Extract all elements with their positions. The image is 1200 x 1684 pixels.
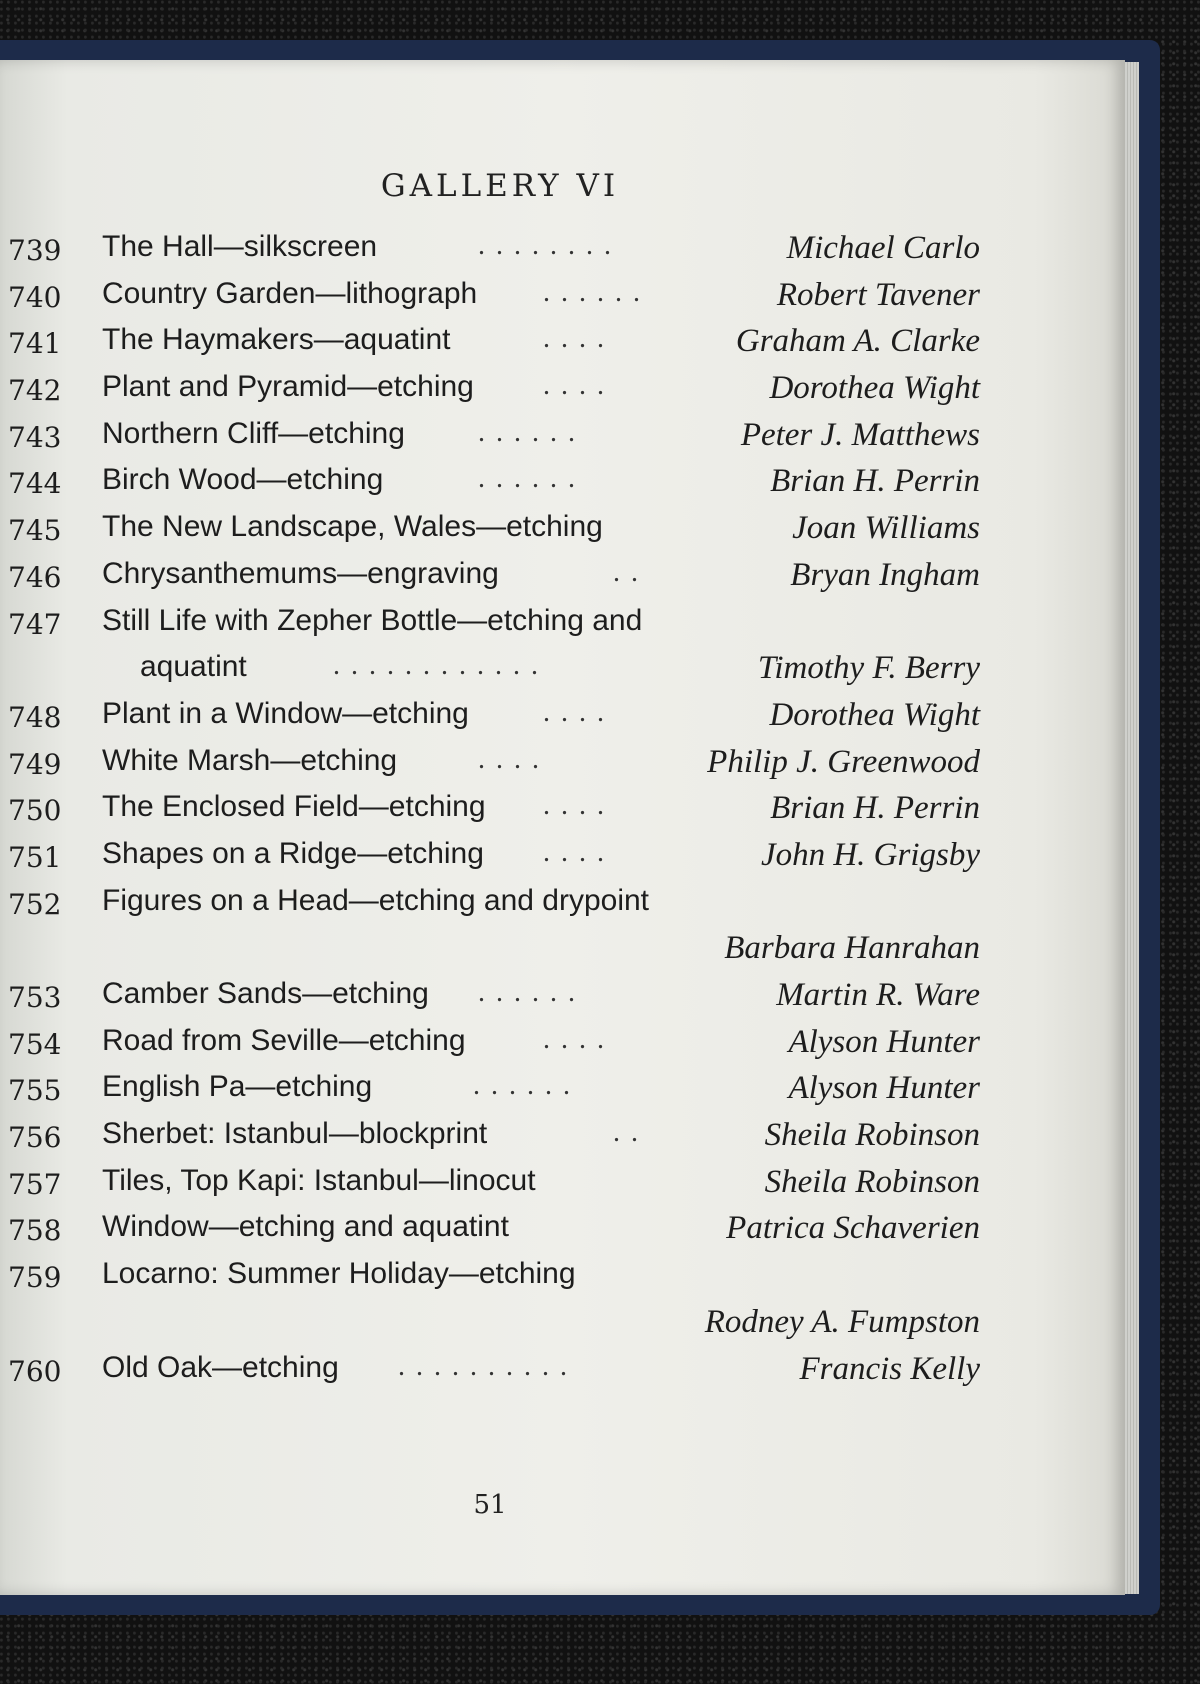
entry-number: 758 — [8, 1214, 62, 1248]
entry-number: 760 — [8, 1354, 62, 1388]
leader-dots: . . . . . . . . — [478, 230, 613, 261]
entry-artist: Graham A. Clarke — [735, 323, 980, 360]
catalogue-entry — [8, 370, 980, 417]
entry-title: The Haymakers—aquatint — [102, 323, 451, 357]
entry-number: 744 — [8, 467, 62, 501]
entry-artist: Martin R. Ware — [776, 977, 980, 1013]
entry-title: Birch Wood—etching — [102, 463, 384, 497]
catalogue-entry — [8, 557, 980, 604]
entry-artist: Joan Williams — [792, 510, 980, 547]
entry-title: Locarno: Summer Holiday—etching — [102, 1257, 576, 1291]
entry-title: Tiles, Top Kapi: Istanbul—linocut — [102, 1163, 536, 1197]
catalogue-entry — [8, 930, 980, 977]
leader-dots: . . . . . . . . . . — [398, 1350, 569, 1382]
entry-artist: Sheila Robinson — [764, 1117, 980, 1154]
catalogue-entry — [8, 1024, 980, 1071]
entry-artist: Rodney A. Fumpston — [704, 1303, 980, 1340]
leader-dots: . . . . . . — [478, 977, 577, 1008]
leader-dots: . . . . — [543, 836, 606, 868]
entry-artist: Robert Tavener — [776, 276, 980, 313]
entry-number: 757 — [8, 1167, 62, 1201]
book-page — [0, 60, 1125, 1595]
entry-title: Chrysanthemums—engraving — [102, 556, 499, 590]
catalogue-entry — [8, 1257, 980, 1304]
leader-dots: . . . . . . — [473, 1070, 572, 1102]
entry-number: 752 — [8, 887, 62, 921]
entry-artist: Peter J. Matthews — [740, 416, 980, 453]
entry-artist: Sheila Robinson — [764, 1163, 980, 1200]
leader-dots: . . — [613, 556, 640, 588]
entry-number: 754 — [8, 1027, 62, 1061]
page-title: GALLERY VI — [380, 168, 620, 204]
catalogue-entry — [8, 790, 980, 837]
entry-title: Camber Sands—etching — [102, 977, 429, 1010]
catalogue-entry — [8, 230, 980, 277]
entry-artist: Brian H. Perrin — [770, 463, 980, 500]
entry-number: 746 — [8, 560, 62, 594]
catalogue-entry — [8, 697, 980, 744]
entry-artist: Dorothea Wight — [769, 696, 980, 733]
entry-title: Sherbet: Istanbul—blockprint — [102, 1117, 488, 1151]
catalogue-entry — [8, 1117, 980, 1164]
catalogue-entry — [8, 884, 980, 931]
entry-artist: Timothy F. Berry — [757, 650, 980, 687]
catalogue-entry — [8, 744, 980, 791]
entry-artist: Brian H. Perrin — [770, 790, 980, 827]
leader-dots: . . . . — [543, 1023, 606, 1055]
entry-number: 749 — [8, 747, 62, 781]
catalogue-entry — [8, 1070, 980, 1117]
leader-dots: . . — [613, 1117, 640, 1149]
entry-artist: John H. Grigsby — [760, 836, 980, 873]
entry-artist: Barbara Hanrahan — [724, 930, 980, 967]
entry-title: Still Life with Zepher Bottle—etching and — [102, 603, 643, 637]
entry-artist: Michael Carlo — [786, 230, 980, 266]
entry-number: 751 — [8, 840, 62, 874]
entry-title: Road from Seville—etching — [102, 1023, 466, 1057]
entry-number: 759 — [8, 1261, 62, 1295]
entry-artist: Alyson Hunter — [788, 1070, 980, 1107]
entry-title: aquatint — [140, 650, 247, 684]
catalogue-entry — [8, 510, 980, 557]
entry-title: Old Oak—etching — [102, 1350, 339, 1384]
entry-title: Northern Cliff—etching — [102, 416, 405, 450]
catalogue-entry — [8, 837, 980, 884]
entry-title: Shapes on a Ridge—etching — [102, 836, 484, 870]
entry-title: Window—etching and aquatint — [102, 1210, 509, 1244]
entry-number: 755 — [8, 1074, 62, 1108]
leader-dots: . . . . . . — [543, 276, 642, 308]
entry-number: 740 — [8, 280, 62, 314]
entry-artist: Francis Kelly — [799, 1350, 980, 1387]
leader-dots: . . . . — [478, 743, 541, 775]
entry-artist: Alyson Hunter — [788, 1023, 980, 1060]
entry-title: Plant and Pyramid—etching — [102, 370, 474, 404]
entry-title: The New Landscape, Wales—etching — [102, 510, 603, 544]
entry-title: Plant in a Window—etching — [102, 696, 469, 730]
entry-artist: Patrica Schaverien — [726, 1210, 980, 1247]
catalogue-entry — [8, 650, 980, 697]
entry-number: 756 — [8, 1121, 62, 1155]
entry-title: Country Garden—lithograph — [102, 276, 478, 310]
leader-dots: . . . . . . — [478, 416, 577, 448]
entry-artist: Philip J. Greenwood — [707, 743, 980, 780]
leader-dots: . . . . — [543, 696, 606, 728]
catalogue-entry — [8, 1304, 980, 1351]
catalogue-entry — [8, 1164, 980, 1211]
leader-dots: . . . . . . — [478, 463, 577, 495]
catalogue-entry — [8, 417, 980, 464]
entry-title: The Enclosed Field—etching — [102, 790, 486, 824]
catalogue-entry — [8, 323, 980, 370]
entry-number: 742 — [8, 374, 62, 408]
entry-title: White Marsh—etching — [102, 743, 398, 777]
catalogue-entry — [8, 604, 980, 651]
entry-number: 739 — [8, 234, 62, 267]
entry-title: Figures on a Head—etching and drypoint — [102, 883, 650, 917]
entry-number: 747 — [8, 607, 62, 641]
catalogue-entry — [8, 463, 980, 510]
entry-title: The Hall—silkscreen — [102, 230, 378, 263]
entry-number: 750 — [8, 794, 62, 828]
catalogue-entry — [8, 1351, 980, 1398]
entry-number: 748 — [8, 700, 62, 734]
page-stack-edges — [1125, 62, 1139, 1594]
entry-number: 745 — [8, 514, 62, 548]
page-number: 51 — [473, 1490, 507, 1520]
leader-dots: . . . . — [543, 790, 606, 822]
entry-number: 753 — [8, 981, 62, 1014]
entry-number: 743 — [8, 420, 62, 454]
catalogue-entry — [8, 977, 980, 1024]
catalogue-entry — [8, 1210, 980, 1257]
leader-dots: . . . . — [543, 370, 606, 402]
entry-artist: Dorothea Wight — [769, 370, 980, 407]
leader-dots: . . . . . . . . . . . . — [333, 650, 540, 682]
catalogue-list — [8, 230, 980, 1397]
entry-number: 741 — [8, 327, 62, 361]
entry-title: English Pa—etching — [102, 1070, 373, 1104]
entry-artist: Bryan Ingham — [790, 556, 980, 593]
catalogue-entry — [8, 277, 980, 324]
leader-dots: . . . . — [543, 323, 606, 355]
